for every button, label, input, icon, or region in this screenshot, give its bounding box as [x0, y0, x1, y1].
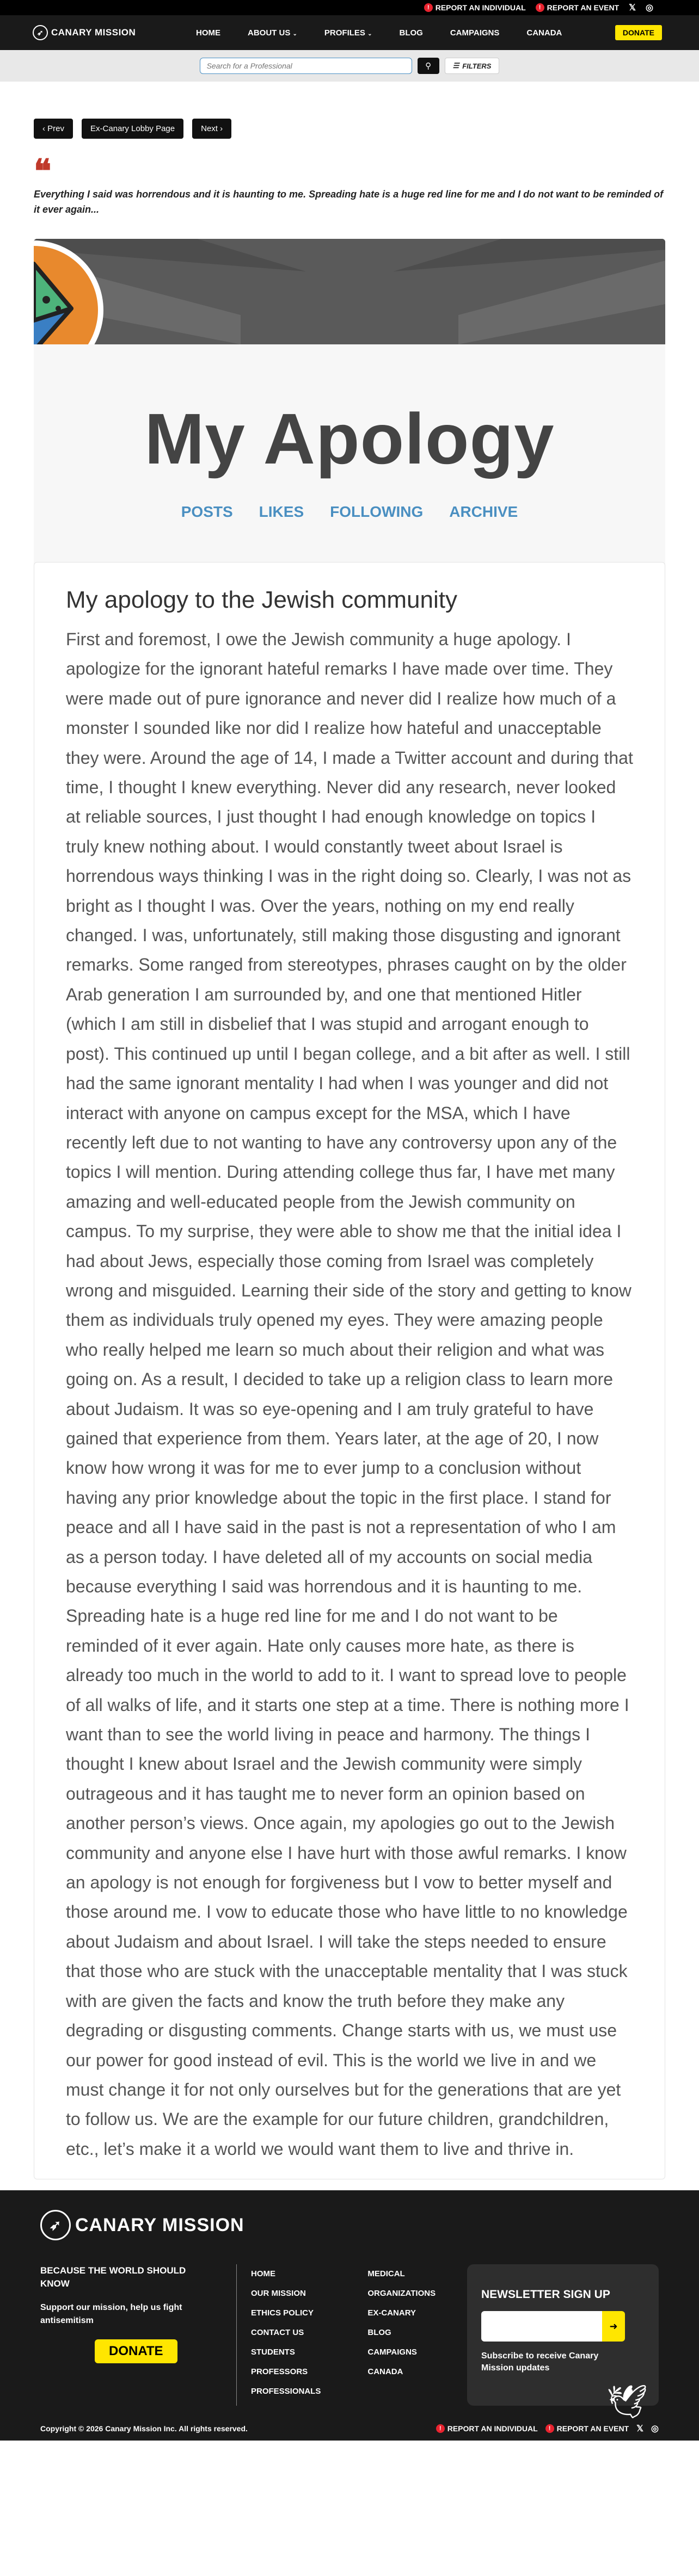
footer-tagline: BECAUSE THE WORLD SHOULD KNOW — [40, 2265, 186, 2289]
newsletter-subtext: Subscribe to receive Canary Mission updates — [481, 2351, 599, 2373]
next-button[interactable] — [192, 119, 231, 139]
profile-card — [34, 239, 665, 580]
alert-icon: ! — [536, 3, 544, 12]
logo-text: CANARY MISSION — [51, 27, 136, 38]
nav-canada[interactable]: CANADA — [526, 28, 562, 38]
quote-icon: ❝ — [34, 152, 52, 190]
footer-divider — [236, 2264, 237, 2406]
arrow-right-icon: ➜ — [609, 2320, 618, 2332]
chevron-down-icon: ⌄ — [292, 30, 297, 37]
footer-support-text: Support our mission, help us fight antisemitism — [40, 2303, 182, 2326]
footer-report-event-link[interactable] — [545, 2424, 629, 2433]
footer-logo[interactable] — [40, 2210, 659, 2240]
footer-link-ethics-policy[interactable]: ETHICS POLICY — [251, 2308, 314, 2318]
footer-logo-text: CANARY MISSION — [75, 2214, 244, 2235]
x-icon[interactable]: 𝕏 — [636, 2424, 644, 2434]
apology-post — [34, 562, 665, 2179]
newsletter-box — [467, 2264, 659, 2420]
newsletter-email-input[interactable] — [481, 2311, 602, 2342]
instagram-icon[interactable]: ◎ — [646, 3, 653, 13]
footer-link-contact-us[interactable]: CONTACT US — [251, 2328, 304, 2338]
footer-columns — [40, 2264, 659, 2420]
canary-bird-icon: 🕊 — [606, 2383, 648, 2420]
report-individual-label: REPORT AN INDIVIDUAL — [435, 3, 526, 12]
site-logo[interactable] — [33, 25, 163, 40]
footer-link-professionals[interactable]: PROFESSIONALS — [251, 2387, 321, 2396]
footer-report-individual-label: REPORT AN INDIVIDUAL — [447, 2424, 538, 2433]
alert-icon: ! — [424, 3, 433, 12]
tab-following[interactable]: FOLLOWING — [330, 503, 424, 520]
tab-archive[interactable]: ARCHIVE — [449, 503, 518, 520]
top-utility-bar — [0, 0, 699, 15]
search-input[interactable] — [200, 58, 412, 74]
footer-mission — [40, 2264, 220, 2406]
profile-quote: Everything I said was horrendous and it is haunting to me. Spreading hate is a huge red line for me and I do not want to be reminded of it ever again... — [34, 189, 664, 215]
footer-link-blog[interactable]: BLOG — [367, 2328, 391, 2338]
search-bar — [0, 50, 699, 82]
nav-profiles[interactable] — [324, 28, 372, 38]
canary-bird-icon: ➶ — [33, 25, 48, 40]
lobby-page-button[interactable]: Ex-Canary Lobby Page — [82, 119, 183, 139]
next-label: Next — [201, 124, 218, 133]
alert-icon: ! — [436, 2424, 445, 2433]
footer-report-event-label: REPORT AN EVENT — [556, 2424, 629, 2433]
footer-link-professors[interactable]: PROFESSORS — [251, 2367, 308, 2377]
footer-links-col1 — [251, 2264, 321, 2406]
profile-banner — [34, 239, 665, 344]
search-button[interactable] — [418, 58, 439, 74]
sliders-icon: ☰ — [452, 61, 459, 70]
footer-donate-button[interactable]: DONATE — [95, 2339, 177, 2363]
report-event-link[interactable] — [536, 3, 620, 12]
footer-link-home[interactable]: HOME — [251, 2269, 275, 2279]
x-icon[interactable]: 𝕏 — [629, 3, 636, 13]
donate-button[interactable]: DONATE — [615, 25, 662, 40]
tab-likes[interactable]: LIKES — [259, 503, 304, 520]
footer-link-students[interactable]: STUDENTS — [251, 2348, 295, 2357]
profile-pager — [34, 119, 699, 139]
nav-about-us[interactable] — [248, 28, 297, 38]
filters-button[interactable] — [445, 58, 500, 74]
prev-label: Prev — [47, 124, 65, 133]
footer-report-individual-link[interactable] — [436, 2424, 538, 2433]
footer-link-medical[interactable]: MEDICAL — [367, 2269, 405, 2279]
copyright-text: Copyright © 2026 Canary Mission Inc. All rights reserved. — [40, 2424, 248, 2433]
nav-campaigns[interactable]: CAMPAIGNS — [450, 28, 500, 38]
nav-home[interactable]: HOME — [196, 28, 220, 38]
alert-icon: ! — [545, 2424, 554, 2433]
nav-about-us-label: ABOUT US — [248, 28, 291, 38]
canary-bird-icon: ➶ — [40, 2210, 71, 2240]
newsletter-title: NEWSLETTER SIGN UP — [481, 2288, 610, 2301]
report-event-label: REPORT AN EVENT — [547, 3, 620, 12]
site-footer — [0, 2190, 699, 2441]
chevron-down-icon: ⌄ — [367, 30, 372, 37]
post-title: My apology to the Jewish community — [66, 586, 457, 613]
search-icon: ⚲ — [425, 61, 432, 71]
banner-stripes — [34, 239, 665, 344]
footer-link-canada[interactable]: CANADA — [367, 2367, 403, 2377]
footer-utility-links — [436, 2423, 659, 2434]
footer-link-ex-canary[interactable]: EX-CANARY — [367, 2308, 416, 2318]
tab-posts[interactable]: POSTS — [181, 503, 233, 520]
nav-links — [196, 28, 562, 38]
profile-name: My Apology — [144, 399, 555, 479]
chevron-left-icon: ‹ — [42, 124, 45, 133]
ex-canary-avatar-icon — [34, 239, 105, 344]
chevron-right-icon: › — [220, 124, 223, 133]
report-individual-link[interactable] — [424, 3, 526, 12]
main-navbar — [0, 15, 699, 50]
newsletter-form — [481, 2311, 645, 2342]
nav-blog[interactable]: BLOG — [399, 28, 423, 38]
prev-button[interactable] — [34, 119, 73, 139]
profile-tabs — [34, 503, 665, 521]
copyright-bar — [0, 2417, 699, 2441]
filters-label: FILTERS — [462, 61, 492, 70]
nav-profiles-label: PROFILES — [324, 28, 365, 38]
footer-link-organizations[interactable]: ORGANIZATIONS — [367, 2289, 436, 2299]
footer-links-col2 — [367, 2264, 436, 2406]
post-body: First and foremost, I owe the Jewish community a huge apology. I apologize for the ignorant hateful remarks I have made over time. They were made out of pure ignorance and never did I realize how much of a monster I sounded like nor did I realize how hateful and unacceptable they were. Around the age of 14, I made a Twitter account and during that time, I thought I knew everything. Never did any research, never looked at reliable sources, I just thought I had enough knowledge on topics I truly knew nothing about. I would constantly tweet about Israel is horrendous ways thinking I was in the right doing so. Clearly, I was not as bright as I thought I was. Over the years, nothing on my end really changed. I was, unfortunately, still making those disgusting and ignorant remarks. Some ranged from stereotypes, phrases caught on by the older Arab generation I am surrounded by, and one that mentioned Hitler (which I am still in disbelief that I was stupid and arrogant enough to post). This continued up until I began college, and a bit after as well. I still had the same ignorant mentality I had when I was younger and did not interact with anyone on campus except for the MSA, which I have recently left due to not wanting to have any controversy upon any of the topics I will mention. During attending college thus far, I have met many amazing and well-educated people from the Jewish community on campus. To my surprise, they were able to show me that the initial idea I had about Jews, especially those coming from Israel was completely wrong and misguided. Learning their side of the story and getting to know them as individuals truly opened my eyes. They were amazing people who really helped me learn so much about their religion and what was going on. As a result, I decided to take up a religion class to learn more about Judaism. It was so eye-opening and I am truly grateful to have gained that experience from them. Years later, at the age of 20, I now know how wrong it was for me to ever jump to a conclusion without having any prior knowledge about the topic in the first place. I stand for peace and all I have said in the past is not a representation of who I am as a person today. I have deleted all of my accounts on social media because everything I said was horrendous and it is haunting to me. Spreading hate is a huge red line for me and I do not want to be reminded of it ever again. Hate only causes more hate, as there is already too much in the world to add to it. I want to spread love to people of all walks of life, and it starts one step at a time. There is nothing more I want than to see the world living in peace and harmony. The things I thought I knew about Israel and the Jewish community were simply outrageous and it has taught me to never form an opinion based on another person’s views. Once again, my apologies go out to the Jewish community and anyone else I have hurt with those awful remarks. I know an apology is not enough for forgiveness but I vow to better myself and those around me. I vow to educate those who have little to no knowledge about Judaism and about Israel. I will take the steps needed to ensure that those who are stuck with the unacceptable mentality that I was stuck with are given the facts and know the truth before they make any degrading or disgusting comments. Change starts with us, we must use our power for good instead of evil. This is the world we live in and we must change it for not only ourselves but for the generations that are yet to follow us. We are the example for our future children, grandchildren, etc., let’s make it a world we would want them to live and thrive in. — [66, 629, 633, 2159]
newsletter-submit-button[interactable] — [602, 2311, 625, 2342]
footer-link-our-mission[interactable]: OUR MISSION — [251, 2289, 306, 2299]
instagram-icon[interactable]: ◎ — [651, 2424, 659, 2434]
footer-links — [251, 2264, 436, 2406]
footer-link-campaigns[interactable]: CAMPAIGNS — [367, 2348, 417, 2357]
